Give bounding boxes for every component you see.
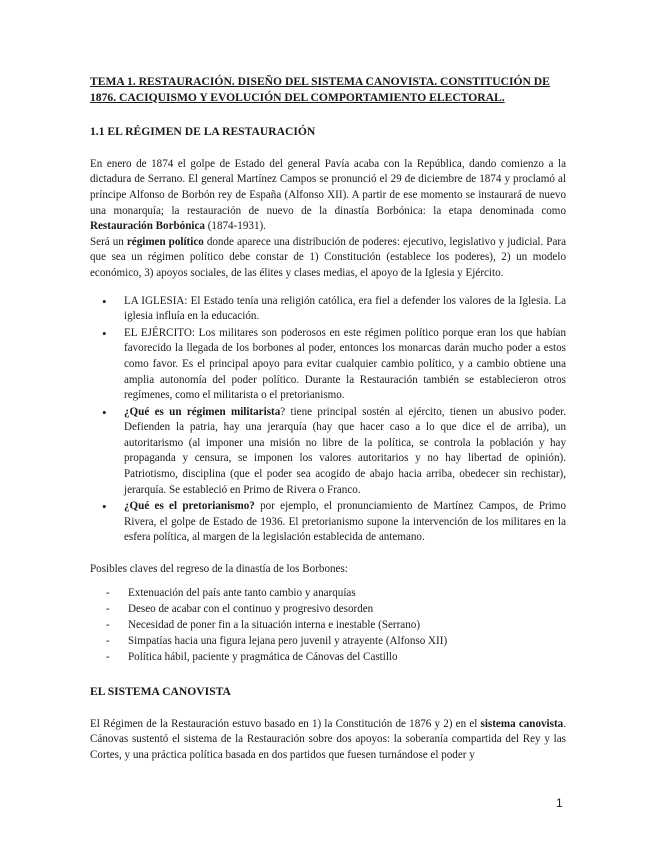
spacer <box>90 547 566 562</box>
bold-term: Restauración Borbónica <box>90 220 205 233</box>
apoyos-list <box>90 294 566 547</box>
paragraph-regimen-politico: Será un régimen político donde aparece una distribución de poderes: ejecutivo, legislativo y judicial. Para que sea un régimen político debe constar de 1) Constitución (establece los poderes), 2) un modelo económico, 3) apoyos sociales, de las élites y clases medias, el apoyo de la Iglesia y Ejército. <box>90 235 566 279</box>
list-item-pretorianismo: • ¿Qué es el pretorianismo? por ejemplo, el pronunciamiento de Martínez Campos, de Primo Rivera, el golpe de Estado de 1936. El pretorianismo supone la intervención de los militares en la esfera política, al margen de la legislación establecida de antemano. <box>124 499 566 546</box>
list-item: - Simpatías hacia una figura lejana pero juvenil y atrayente (Alfonso XII) <box>128 634 566 650</box>
bold-question: ¿Qué es un régimen militarista <box>124 405 281 418</box>
page-number: 1 <box>556 796 563 810</box>
paragraph-golpe: En enero de 1874 el golpe de Estado del general Pavía acaba con la República, dando comienzo a la dictadura de Serrano. El general Martínez Campos se pronunció el 29 de diciembre de 1874 y proclamó al príncipe Alfonso de Borbón rey de España (Alfonso XII). A partir de ese momento se instaurará de nuevo una monarquía; la restauración de nuevo de la dinastía Borbónica: la etapa denominada como Restauración Borbónica (1874-1931). <box>90 157 566 233</box>
paragraph-sistema-canovista: El Régimen de la Restauración estuvo basado en 1) la Constitución de 1876 y 2) en el sistema canovista. Cánovas sustentó el sistema de la Restauración sobre dos apoyos: la soberanía compartida del Rey y las Cortes, y una práctica política basada en dos partidos que fuesen turnándose el poder y <box>90 717 566 761</box>
section-heading-regimen: 1.1 EL RÉGIMEN DE LA RESTAURACIÓN <box>90 125 316 139</box>
page-title: TEMA 1. RESTAURACIÓN. DISEÑO DEL SISTEMA CANOVISTA. CONSTITUCIÓN DE 1876. CACIQUISMO Y EVOLUCIÓN DEL COMPORTAMIENTO ELECTORAL. <box>90 75 550 104</box>
list-item: - Necesidad de poner fin a la situación interna e inestable (Serrano) <box>128 618 566 634</box>
claves-list <box>90 586 566 666</box>
claves-intro: Posibles claves del regreso de la dinastía de los Borbones: <box>90 563 348 576</box>
bold-term: sistema canovista <box>480 717 564 730</box>
list-item-ejercito: • EL EJÉRCITO: Los militares son poderosos en este régimen político porque eran los que habían favorecido la llegada de los borbones al poder, entonces los monarcas darán mucho poder a estos como favor. Es el principal apoyo para evitar cualquier cambio político, y a cambio obtiene una amplia autonomía del poder político. Durante la Restauración también se establecieron otros regímenes, como el militarista o el pretorianismo. <box>124 326 566 404</box>
spacer <box>90 666 566 684</box>
list-item-iglesia: • LA IGLESIA: El Estado tenía una religión católica, era fiel a defender los valores de la Iglesia. La iglesia influía en la educación. <box>124 294 566 325</box>
list-item-militarista: • ¿Qué es un régimen militarista? tiene principal sostén al ejército, tienen un abusivo poder. Defienden la patria, hay una jerarquía (hay que hacer caso a lo que dice el de arriba), un autoritarismo (al imponer una misión no libre de la política, se controla la población y hay propaganda y censura, se imponen los valores autoritarios y no hay libertad de opinión). Patriotismo, disciplina (que el poder sea acogido de abajo hacia arriba, obedecer sin rechistar), jerarquía. Se estableció en Primo de Rivera o Franco. <box>124 405 566 499</box>
bold-term: régimen político <box>126 235 204 248</box>
list-item: - Política hábil, paciente y pragmática de Cánovas del Castillo <box>128 650 566 666</box>
page-content <box>90 74 566 763</box>
section-heading-canovista: EL SISTEMA CANOVISTA <box>90 685 231 699</box>
bold-question: ¿Qué es el pretorianismo? <box>124 500 255 513</box>
list-item: - Deseo de acabar con el continuo y progresivo desorden <box>128 602 566 618</box>
list-item: - Extenuación del país ante tanto cambio y anarquías <box>128 586 566 602</box>
